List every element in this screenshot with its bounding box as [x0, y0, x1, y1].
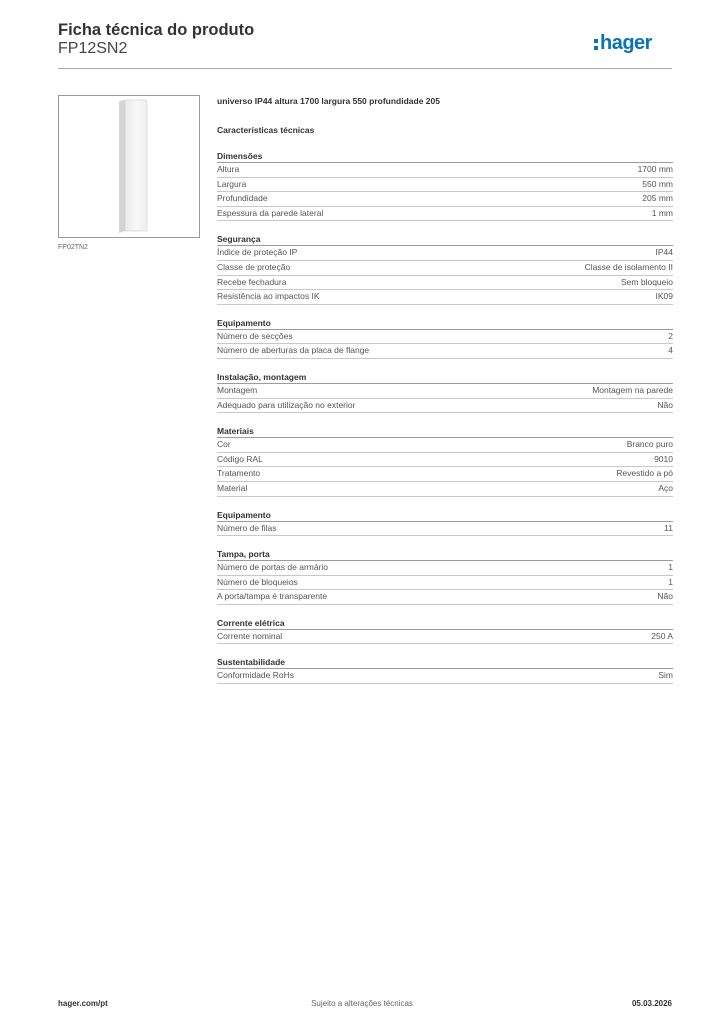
- section-title: Sustentabilidade: [217, 656, 673, 669]
- spec-value: 4: [668, 345, 673, 356]
- spec-label: Adequado para utilização no exterior: [217, 399, 356, 410]
- spec-label: Número de secções: [217, 330, 293, 341]
- section-title: Tampa, porta: [217, 548, 673, 561]
- spec-value: 11: [664, 522, 673, 533]
- spec-row: [217, 438, 673, 453]
- spec-row: [217, 163, 673, 178]
- spec-value: Sem bloqueio: [621, 276, 673, 287]
- spec-label: Classe de proteção: [217, 261, 291, 272]
- spec-value: Aço: [658, 482, 673, 493]
- spec-row: [217, 261, 673, 276]
- spec-label: Espessura da parede lateral: [217, 207, 324, 218]
- logo-text: hager: [600, 32, 652, 54]
- spec-value: 550 mm: [642, 178, 673, 189]
- footer-notice: Sujeito a alterações técnicas: [311, 999, 413, 1008]
- spec-label: Índice de proteção IP: [217, 247, 298, 258]
- spec-value: Sim: [658, 670, 673, 681]
- spec-value: Classe de isolamento II: [584, 261, 673, 272]
- spec-value: 1: [668, 576, 673, 587]
- spec-section: [217, 509, 673, 537]
- spec-section: [217, 425, 673, 496]
- spec-label: Material: [217, 482, 248, 493]
- product-code: FP12SN2: [58, 40, 128, 57]
- spec-section: [217, 548, 673, 605]
- spec-row: [217, 522, 673, 537]
- product-image-frame: [58, 95, 200, 238]
- spec-label: Conformidade RoHs: [217, 670, 295, 681]
- spec-label: Tratamento: [217, 468, 261, 479]
- section-title: Materiais: [217, 425, 673, 438]
- spec-section: [217, 617, 673, 645]
- spec-value: 1700 mm: [637, 164, 673, 174]
- spec-label: Cor: [217, 439, 231, 450]
- spec-row: [217, 630, 673, 645]
- product-image: [59, 96, 199, 237]
- section-title: Instalação, montagem: [217, 371, 673, 384]
- spec-label: Número de portas de armário: [217, 562, 329, 573]
- spec-value: 1 mm: [651, 207, 673, 218]
- spec-value: 9010: [654, 453, 673, 464]
- spec-section: [217, 656, 673, 684]
- spec-section: [217, 371, 673, 413]
- spec-row: [217, 276, 673, 291]
- spec-value: 250 A: [651, 630, 673, 641]
- page-title: Ficha técnica do produto: [58, 21, 255, 39]
- spec-row: [217, 482, 673, 497]
- spec-row: [217, 290, 673, 305]
- spec-value: 1: [668, 562, 673, 573]
- tech-characteristics-title: Características técnicas: [217, 125, 315, 135]
- spec-row: [217, 330, 673, 345]
- spec-value: Montagem na parede: [592, 384, 673, 395]
- section-title: Equipamento: [217, 509, 673, 522]
- spec-value: 205 mm: [642, 193, 673, 204]
- spec-section: [217, 317, 673, 359]
- spec-value: Branco puro: [626, 439, 673, 450]
- spec-row: [217, 576, 673, 591]
- spec-label: Recebe fechadura: [217, 276, 287, 287]
- spec-label: Número de aberturas da placa de flange: [217, 345, 370, 356]
- spec-value: Não: [657, 591, 673, 602]
- spec-row: [217, 590, 673, 605]
- spec-label: Corrente nominal: [217, 630, 283, 641]
- footer-website: hager.com/pt: [58, 999, 108, 1008]
- spec-row: [217, 178, 673, 193]
- spec-row: [217, 384, 673, 399]
- spec-label: Número de bloqueios: [217, 576, 298, 587]
- spec-value: IK09: [655, 291, 673, 302]
- spec-label: Número de filas: [217, 522, 277, 533]
- spec-label: Montagem: [217, 384, 258, 395]
- spec-label: Código RAL: [217, 453, 263, 464]
- section-title: Segurança: [217, 233, 673, 246]
- spec-label: Profundidade: [217, 193, 268, 204]
- spec-row: [217, 399, 673, 414]
- spec-label: A porta/tampa é transparente: [217, 591, 328, 602]
- spec-label: Altura: [217, 164, 240, 174]
- spec-section: [217, 233, 673, 304]
- section-title: Equipamento: [217, 317, 673, 330]
- section-title: Dimensões: [217, 150, 673, 163]
- spec-value: Revestido a pó: [616, 468, 673, 479]
- header-divider: [58, 68, 672, 69]
- spec-label: Resistência ao impactos IK: [217, 291, 320, 302]
- spec-row: [217, 192, 673, 207]
- spec-section: [217, 150, 673, 221]
- spec-row: [217, 207, 673, 222]
- spec-sections: [217, 150, 673, 684]
- product-description: universo IP44 altura 1700 largura 550 profundidade 205: [217, 96, 440, 106]
- spec-row: [217, 453, 673, 468]
- spec-row: [217, 246, 673, 261]
- spec-value: 2: [668, 330, 673, 341]
- spec-label: Largura: [217, 178, 247, 189]
- spec-row: [217, 561, 673, 576]
- spec-row: [217, 467, 673, 482]
- spec-value: IP44: [655, 247, 673, 258]
- image-caption: FP02TN2: [58, 244, 88, 251]
- footer-date: 05.03.2026: [631, 999, 672, 1008]
- spec-row: [217, 669, 673, 684]
- hager-logo: [594, 28, 674, 56]
- spec-content: [217, 95, 673, 696]
- section-title: Corrente elétrica: [217, 617, 673, 630]
- spec-row: [217, 344, 673, 359]
- spec-value: Não: [657, 399, 673, 410]
